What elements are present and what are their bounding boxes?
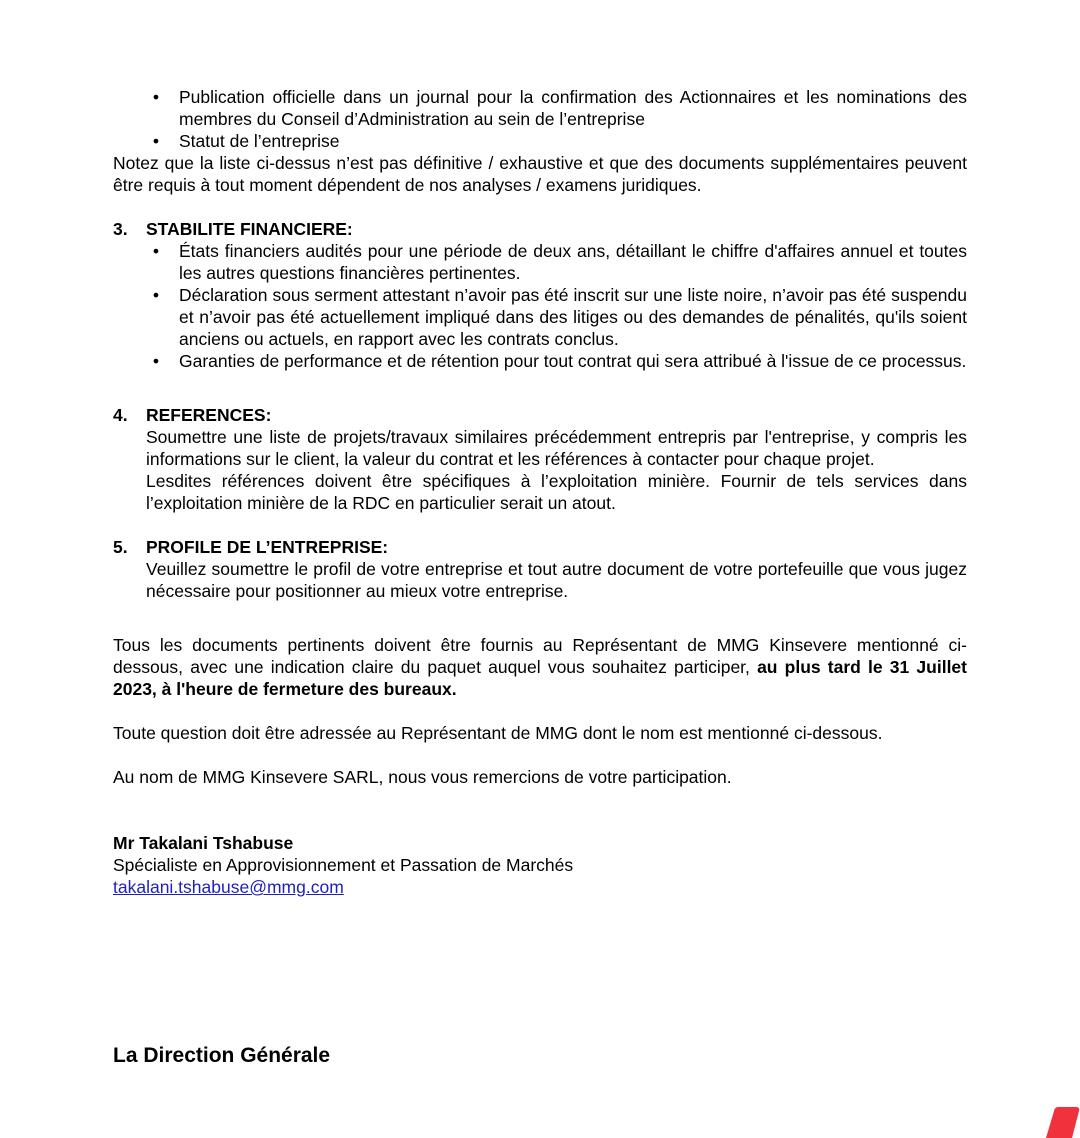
section-title: PROFILE DE L’ENTREPRISE: <box>146 537 389 557</box>
bullet-glyph: • <box>152 351 160 371</box>
section-paragraph: Veuillez soumettre le profil de votre entreprise et tout autre document de votre portefeuille que vous jugez nécessaire pour positionner au mieux votre entreprise. <box>146 559 967 601</box>
bullet-glyph: • <box>152 87 160 107</box>
list-item: • Publication officielle dans un journal pour la confirmation des Actionnaires et les nominations des membres du Conseil d’Administration au sein de l’entreprise <box>113 86 967 130</box>
section-paragraph: Lesdites références doivent être spécifiques à l’exploitation minière. Fournir de tels services dans l’exploitation minière de la RDC en particulier serait un atout. <box>146 471 967 513</box>
questions-paragraph: Toute question doit être adressée au Représentant de MMG dont le nom est mentionné ci-dessous. <box>113 723 883 743</box>
footer-title: La Direction Générale <box>113 1044 331 1067</box>
submission-paragraph: Tous les documents pertinents doivent être fournis au Représentant de MMG Kinsevere mentionné ci-dessous, avec une indication claire du paquet auquel vous souhaitez participer, au plus tard le 31 Juillet 2023, à l'heure de fermeture des bureaux. <box>113 635 967 699</box>
list-item: • Garanties de performance et de rétention pour tout contrat qui sera attribué à l'issue de ce processus. <box>113 350 967 372</box>
signatory-role: Spécialiste en Approvisionnement et Passation de Marchés <box>113 855 574 875</box>
email-link[interactable]: takalani.tshabuse@mmg.com <box>113 877 344 897</box>
document-page <box>113 86 967 898</box>
deadline-text: au plus tard le 31 Juillet 2023, à l'heure de fermeture des bureaux. <box>113 657 967 699</box>
note-paragraph: Notez que la liste ci-dessus n’est pas définitive / exhaustive et que des documents supplémentaires peuvent être requis à tout moment dépendent de nos analyses / examens juridiques. <box>113 153 967 195</box>
list-item: • Statut de l’entreprise <box>113 130 967 152</box>
document-bullet-list <box>113 86 967 152</box>
section-number: 4. <box>113 405 128 425</box>
thanks-paragraph: Au nom de MMG Kinsevere SARL, nous vous remercions de votre participation. <box>113 767 732 787</box>
bullet-glyph: • <box>152 131 160 151</box>
financial-bullet-list <box>113 240 967 372</box>
section-number: 3. <box>113 219 128 239</box>
list-item: • Déclaration sous serment attestant n’avoir pas été inscrit sur une liste noire, n’avoir pas été suspendu et n’avoir pas été actuellement impliqué dans des litiges ou des demandes de pénalités, qu'ils soient anciens ou actuels, en rapport avec les contrats conclus. <box>113 284 967 350</box>
section-title: REFERENCES: <box>146 405 272 425</box>
mmg-logo-icon <box>1046 1107 1080 1138</box>
section-references <box>113 404 967 514</box>
signatory-name: Mr Takalani Tshabuse <box>113 833 294 853</box>
section-title: STABILITE FINANCIERE: <box>146 219 353 239</box>
section-financial-stability <box>113 218 967 240</box>
section-company-profile <box>113 536 967 602</box>
signature-block <box>113 832 967 898</box>
list-item: • États financiers audités pour une période de deux ans, détaillant le chiffre d'affaires annuel et toutes les autres questions financières pertinentes. <box>113 240 967 284</box>
bullet-glyph: • <box>152 285 160 305</box>
bullet-glyph: • <box>152 241 160 261</box>
section-paragraph: Soumettre une liste de projets/travaux similaires précédemment entrepris par l'entreprise, y compris les informations sur le client, la valeur du contrat et les références à contacter pour chaque projet. <box>146 427 967 469</box>
section-number: 5. <box>113 537 128 557</box>
